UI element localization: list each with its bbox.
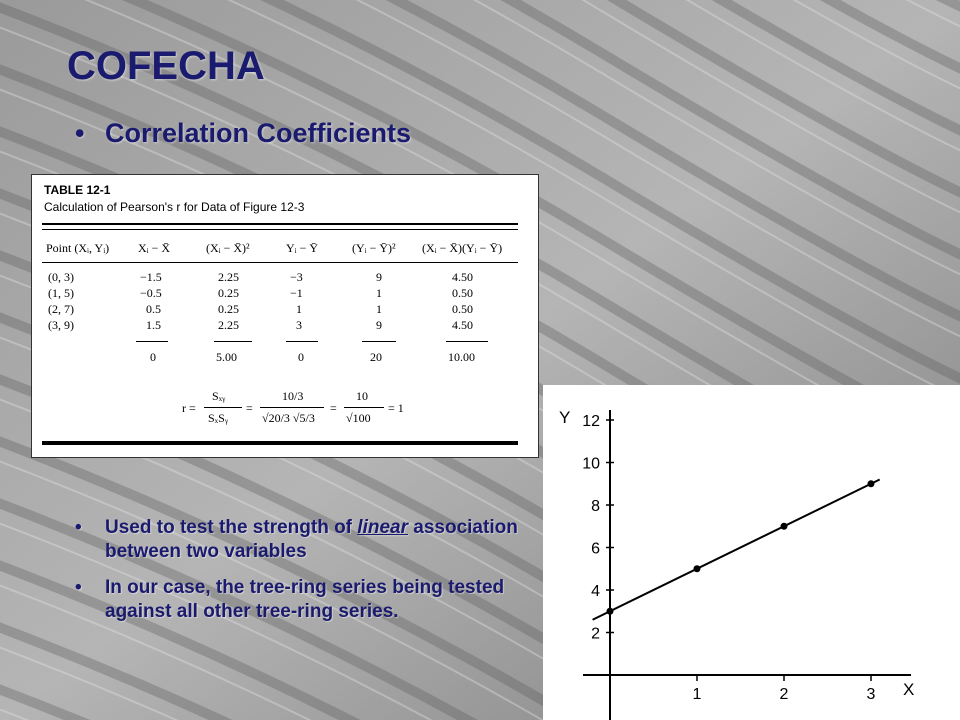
bullet-text-start: Used to test the strength of <box>105 517 358 538</box>
main-bullet <box>75 118 411 149</box>
x-axis-label: X <box>903 680 915 699</box>
table-cell: 3 <box>296 318 302 332</box>
bullet-item <box>75 516 545 564</box>
table-cell: (2, 7) <box>48 302 74 316</box>
scatter-graph-figure <box>543 385 960 720</box>
table-total: 0 <box>150 350 156 364</box>
table-total: 5.00 <box>216 350 237 364</box>
bullet-list <box>75 516 545 636</box>
y-tick-label: 6 <box>591 540 600 558</box>
table-cell: −1.5 <box>140 270 162 284</box>
sum-rule <box>446 341 488 342</box>
data-point <box>607 608 614 615</box>
table-cell: (1, 5) <box>48 286 74 300</box>
table-top-rule-2 <box>42 229 518 230</box>
table-cell: 0.5 <box>146 302 161 316</box>
table-cell: 4.50 <box>452 270 473 284</box>
y-axis-label: Y <box>559 408 571 427</box>
table-cell: 2.25 <box>218 318 239 332</box>
y-tick-label: 12 <box>582 413 600 430</box>
table-cell: 9 <box>376 270 382 284</box>
table-cell: 2.25 <box>218 270 239 284</box>
table-cell: 1 <box>296 302 302 316</box>
col-header-x-dev: Xᵢ − X̄ <box>138 241 171 255</box>
table-cell: 0.50 <box>452 302 473 316</box>
table-cell: 0.25 <box>218 286 239 300</box>
table-cell: 4.50 <box>452 318 473 332</box>
formula-result: = 1 <box>388 401 404 415</box>
formula-den-3: √100 <box>346 411 371 425</box>
data-point <box>781 523 788 530</box>
sum-rule <box>214 341 252 342</box>
table-cell: 0.25 <box>218 302 239 316</box>
bullet-dot: • <box>75 577 82 598</box>
sum-rule <box>362 341 396 342</box>
table-cell: 1.5 <box>146 318 161 332</box>
bullet-dot: • <box>75 517 82 538</box>
main-bullet-text: Correlation Coefficients <box>105 118 412 148</box>
bullet-emphasis: linear <box>357 517 408 538</box>
table-cell: 1 <box>376 302 382 316</box>
table-cell: −3 <box>290 270 303 284</box>
formula-num-1: Sₓᵧ <box>212 389 226 403</box>
y-tick-label: 2 <box>591 625 600 643</box>
table-top-rule <box>42 223 518 225</box>
table-cell: (3, 9) <box>48 318 74 332</box>
table-total: 0 <box>298 350 304 364</box>
pearson-table-figure <box>31 174 539 458</box>
bullet-dot: • <box>75 118 85 148</box>
table-bottom-rule <box>42 441 518 445</box>
scatter-graph <box>543 385 960 720</box>
table-header-rule <box>42 262 518 263</box>
formula-num-3: 10 <box>356 389 368 403</box>
table-cell: (0, 3) <box>48 270 74 284</box>
fraction-bar <box>344 407 384 408</box>
col-header-x-dev-sq: (Xᵢ − X̄)² <box>206 241 250 255</box>
formula-r: r = <box>182 401 196 415</box>
table-cell: −0.5 <box>140 286 162 300</box>
formula-num-2: 10/3 <box>282 389 304 403</box>
table-cell: 9 <box>376 318 382 332</box>
table-caption: Calculation of Pearson's r for Data of Figure 12-3 <box>44 200 305 214</box>
formula-eq-2: = <box>330 401 337 415</box>
formula-den-1: SₓSᵧ <box>208 411 229 425</box>
fraction-bar <box>204 407 242 408</box>
slide-title: COFECHA <box>67 44 265 88</box>
table-label: TABLE 12-1 <box>44 183 111 197</box>
y-tick-label: 4 <box>591 583 600 600</box>
sum-rule <box>286 341 318 342</box>
col-header-product: (Xᵢ − X̄)(Yᵢ − Ȳ) <box>422 241 503 255</box>
fraction-bar <box>260 407 324 408</box>
bullet-item <box>75 576 545 624</box>
x-tick-label: 2 <box>779 686 789 703</box>
sum-rule <box>136 341 168 342</box>
x-tick-label: 3 <box>866 686 876 703</box>
trend-line <box>593 480 880 620</box>
table-total: 10.00 <box>448 350 475 364</box>
y-tick-label: 10 <box>582 455 600 473</box>
data-point <box>694 565 701 572</box>
table-cell: 0.50 <box>452 286 473 300</box>
formula-eq: = <box>246 401 253 415</box>
bullet-text: In our case, the tree-ring series being tested against all other tree-ring series. <box>105 577 505 622</box>
table-cell: −1 <box>290 286 303 300</box>
formula-den-2: √20/3 √5/3 <box>262 411 315 425</box>
col-header-point: Point (Xᵢ, Yᵢ) <box>46 241 110 255</box>
y-tick-label: 8 <box>591 498 600 515</box>
x-tick-label: 1 <box>692 686 702 703</box>
table-total: 20 <box>370 350 382 364</box>
col-header-y-dev-sq: (Yᵢ − Ȳ)² <box>352 241 396 255</box>
col-header-y-dev: Yᵢ − Ȳ <box>286 241 319 255</box>
table-cell: 1 <box>376 286 382 300</box>
bullet-text-end: association between two variables <box>105 517 518 562</box>
data-point <box>868 480 875 487</box>
